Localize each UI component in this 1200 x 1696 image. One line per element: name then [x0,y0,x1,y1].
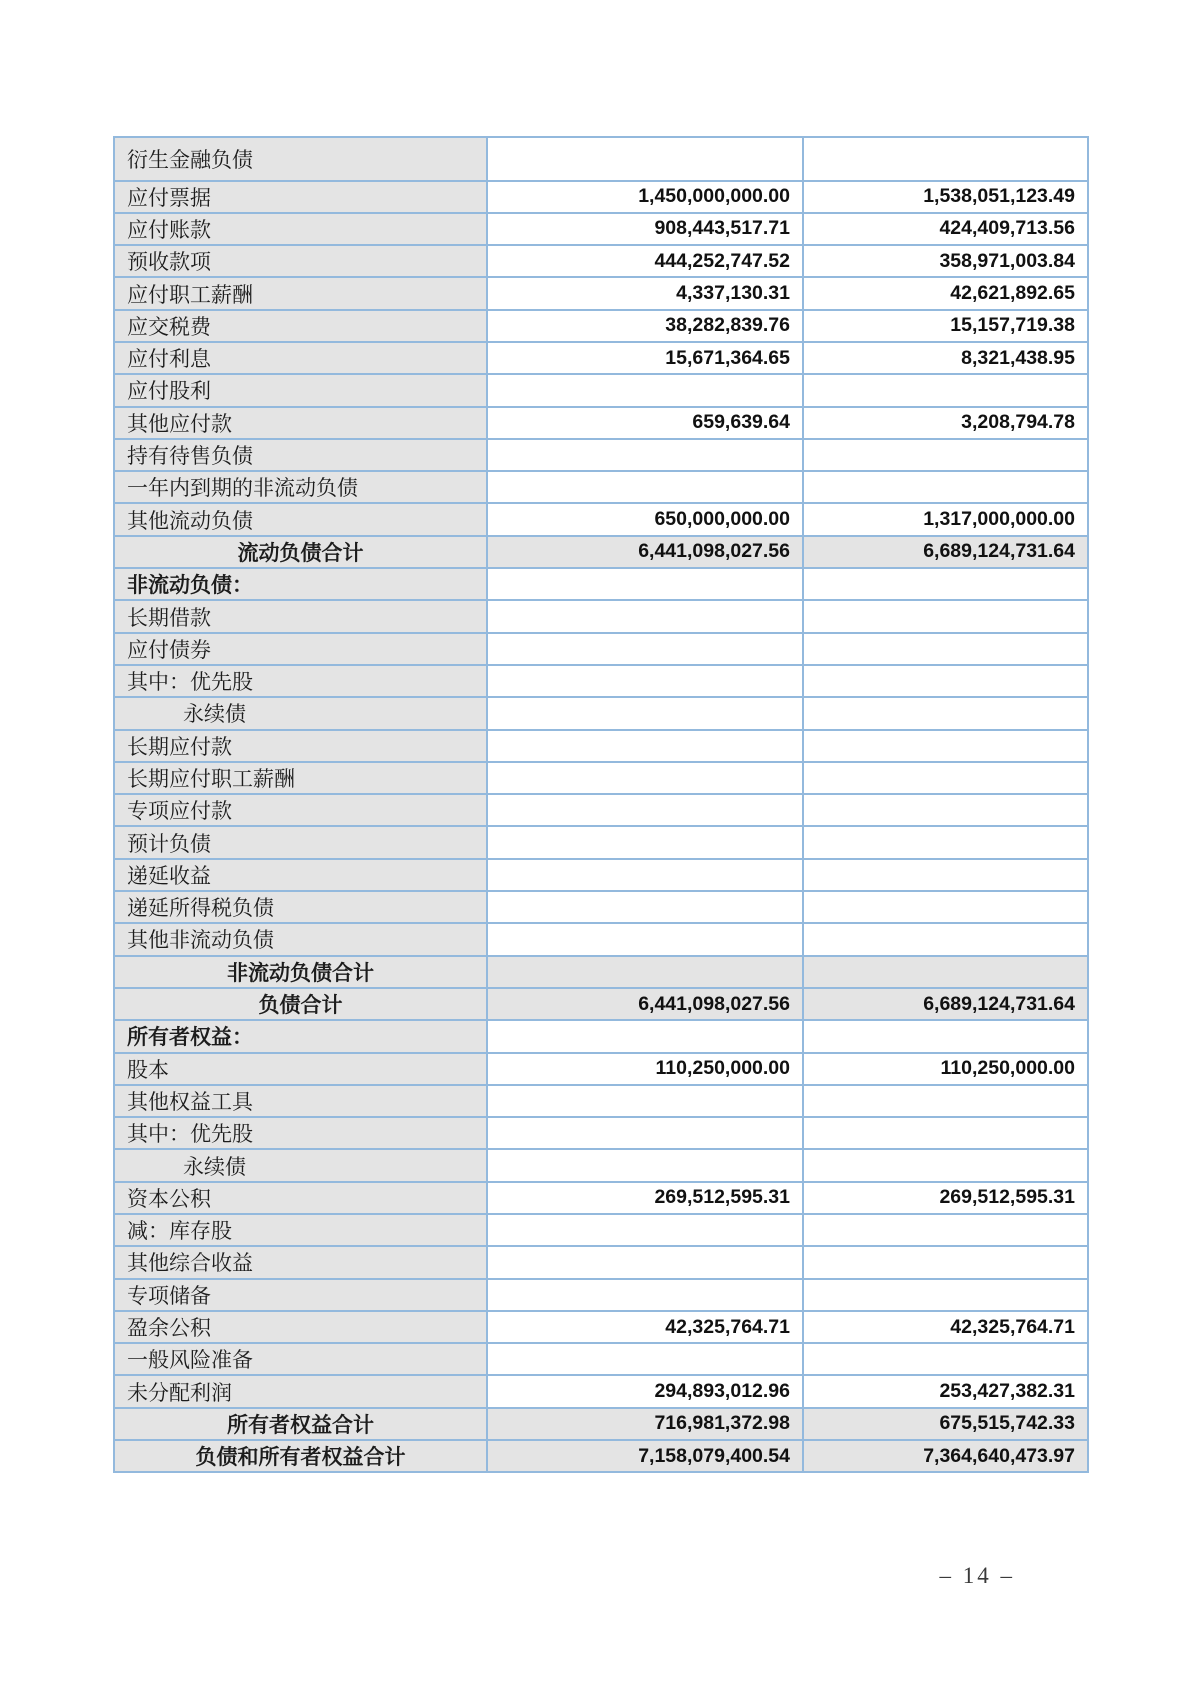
balance-sheet-table [113,136,1089,1473]
amount-prior [803,1246,1088,1278]
amount-current [487,471,803,503]
amount-current: 650,000,000.00 [487,503,803,535]
row-label: 其他流动负债 [114,503,487,535]
row-label: 永续债 [114,697,487,729]
amount-current: 6,441,098,027.56 [487,536,803,568]
amount-current [487,1279,803,1311]
amount-prior [803,1020,1088,1052]
table-row [114,1182,1088,1214]
row-label: 递延收益 [114,859,487,891]
row-label: 其他权益工具 [114,1085,487,1117]
row-label: 长期借款 [114,600,487,632]
table-row [114,633,1088,665]
table-row [114,277,1088,309]
table-row [114,181,1088,213]
row-label: 其他综合收益 [114,1246,487,1278]
row-label: 长期应付职工薪酬 [114,762,487,794]
amount-current [487,633,803,665]
row-label: 应付股利 [114,374,487,406]
table-row [114,245,1088,277]
amount-prior: 42,325,764.71 [803,1311,1088,1343]
row-label: 盈余公积 [114,1311,487,1343]
amount-current: 6,441,098,027.56 [487,988,803,1020]
table-row [114,600,1088,632]
row-label: 其中：优先股 [114,1117,487,1149]
row-label: 一般风险准备 [114,1343,487,1375]
amount-current: 444,252,747.52 [487,245,803,277]
table-row [114,923,1088,955]
table-row [114,730,1088,762]
amount-prior [803,471,1088,503]
amount-current: 7,158,079,400.54 [487,1440,803,1472]
amount-prior [803,923,1088,955]
amount-prior: 6,689,124,731.64 [803,988,1088,1020]
amount-prior [803,1085,1088,1117]
balance-sheet-rows [114,137,1088,1472]
amount-current [487,568,803,600]
row-label: 股本 [114,1053,487,1085]
row-label: 其中：优先股 [114,665,487,697]
table-row [114,1375,1088,1407]
table-row [114,1311,1088,1343]
amount-prior: 1,317,000,000.00 [803,503,1088,535]
amount-current [487,1117,803,1149]
table-row [114,471,1088,503]
amount-current [487,1149,803,1181]
amount-prior [803,859,1088,891]
amount-current [487,956,803,988]
row-label: 永续债 [114,1149,487,1181]
table-row [114,310,1088,342]
amount-prior: 8,321,438.95 [803,342,1088,374]
row-label: 非流动负债： [114,568,487,600]
amount-current: 716,981,372.98 [487,1408,803,1440]
amount-current: 15,671,364.65 [487,342,803,374]
table-row [114,568,1088,600]
amount-current [487,665,803,697]
amount-current [487,1343,803,1375]
row-label: 应交税费 [114,310,487,342]
row-label: 应付票据 [114,181,487,213]
table-row [114,762,1088,794]
amount-prior [803,1279,1088,1311]
amount-prior [803,600,1088,632]
amount-current [487,826,803,858]
table-row [114,697,1088,729]
row-label: 其他应付款 [114,407,487,439]
row-label: 专项储备 [114,1279,487,1311]
amount-current: 269,512,595.31 [487,1182,803,1214]
row-label: 应付职工薪酬 [114,277,487,309]
amount-prior [803,891,1088,923]
row-label: 负债合计 [114,988,487,1020]
amount-current: 908,443,517.71 [487,213,803,245]
row-label: 应付债券 [114,633,487,665]
amount-current [487,762,803,794]
table-row [114,407,1088,439]
table-row [114,1246,1088,1278]
amount-prior [803,697,1088,729]
row-label: 非流动负债合计 [114,956,487,988]
table-row [114,826,1088,858]
amount-prior: 15,157,719.38 [803,310,1088,342]
table-row [114,213,1088,245]
amount-prior [803,730,1088,762]
amount-current [487,137,803,181]
row-label: 流动负债合计 [114,536,487,568]
amount-current [487,923,803,955]
table-row [114,859,1088,891]
row-label: 应付利息 [114,342,487,374]
table-row [114,342,1088,374]
amount-prior: 1,538,051,123.49 [803,181,1088,213]
table-row [114,1408,1088,1440]
amount-current [487,891,803,923]
table-row [114,891,1088,923]
table-row [114,988,1088,1020]
amount-prior: 269,512,595.31 [803,1182,1088,1214]
page-number: – 14 – [939,1563,1015,1588]
table-row [114,1279,1088,1311]
amount-prior: 675,515,742.33 [803,1408,1088,1440]
row-label: 应付账款 [114,213,487,245]
table-row [114,1020,1088,1052]
row-label: 资本公积 [114,1182,487,1214]
table-row [114,1117,1088,1149]
amount-prior [803,665,1088,697]
row-label: 负债和所有者权益合计 [114,1440,487,1472]
table-row [114,536,1088,568]
row-label: 长期应付款 [114,730,487,762]
amount-prior [803,956,1088,988]
amount-prior [803,568,1088,600]
amount-current: 1,450,000,000.00 [487,181,803,213]
amount-current [487,697,803,729]
row-label: 减：库存股 [114,1214,487,1246]
amount-current [487,1020,803,1052]
amount-current [487,374,803,406]
amount-current [487,1246,803,1278]
amount-current: 110,250,000.00 [487,1053,803,1085]
amount-prior: 424,409,713.56 [803,213,1088,245]
table-row [114,665,1088,697]
amount-current [487,439,803,471]
amount-prior [803,794,1088,826]
amount-prior [803,137,1088,181]
row-label: 递延所得税负债 [114,891,487,923]
row-label: 预收款项 [114,245,487,277]
row-label: 持有待售负债 [114,439,487,471]
amount-prior: 3,208,794.78 [803,407,1088,439]
amount-prior: 42,621,892.65 [803,277,1088,309]
row-label: 专项应付款 [114,794,487,826]
amount-prior [803,1214,1088,1246]
amount-current: 294,893,012.96 [487,1375,803,1407]
table-row [114,439,1088,471]
row-label: 其他非流动负债 [114,923,487,955]
amount-prior [803,1343,1088,1375]
amount-current: 38,282,839.76 [487,310,803,342]
amount-prior [803,762,1088,794]
amount-current [487,859,803,891]
amount-prior [803,1149,1088,1181]
amount-prior: 6,689,124,731.64 [803,536,1088,568]
table-row [114,794,1088,826]
amount-current [487,600,803,632]
amount-current: 4,337,130.31 [487,277,803,309]
table-row [114,503,1088,535]
amount-current [487,1085,803,1117]
row-label: 未分配利润 [114,1375,487,1407]
amount-prior [803,826,1088,858]
table-row [114,1343,1088,1375]
amount-prior [803,374,1088,406]
amount-current [487,730,803,762]
table-row [114,1440,1088,1472]
table-row [114,137,1088,181]
amount-prior: 358,971,003.84 [803,245,1088,277]
table-row [114,1149,1088,1181]
amount-prior: 110,250,000.00 [803,1053,1088,1085]
table-row [114,1053,1088,1085]
table-row [114,956,1088,988]
row-label: 衍生金融负债 [114,137,487,181]
row-label: 所有者权益： [114,1020,487,1052]
amount-current [487,794,803,826]
table-row [114,1214,1088,1246]
amount-prior [803,633,1088,665]
amount-prior: 253,427,382.31 [803,1375,1088,1407]
table-row [114,1085,1088,1117]
amount-current [487,1214,803,1246]
amount-current: 659,639.64 [487,407,803,439]
amount-prior [803,1117,1088,1149]
amount-prior: 7,364,640,473.97 [803,1440,1088,1472]
amount-prior [803,439,1088,471]
row-label: 一年内到期的非流动负债 [114,471,487,503]
row-label: 所有者权益合计 [114,1408,487,1440]
table-row [114,374,1088,406]
amount-current: 42,325,764.71 [487,1311,803,1343]
row-label: 预计负债 [114,826,487,858]
